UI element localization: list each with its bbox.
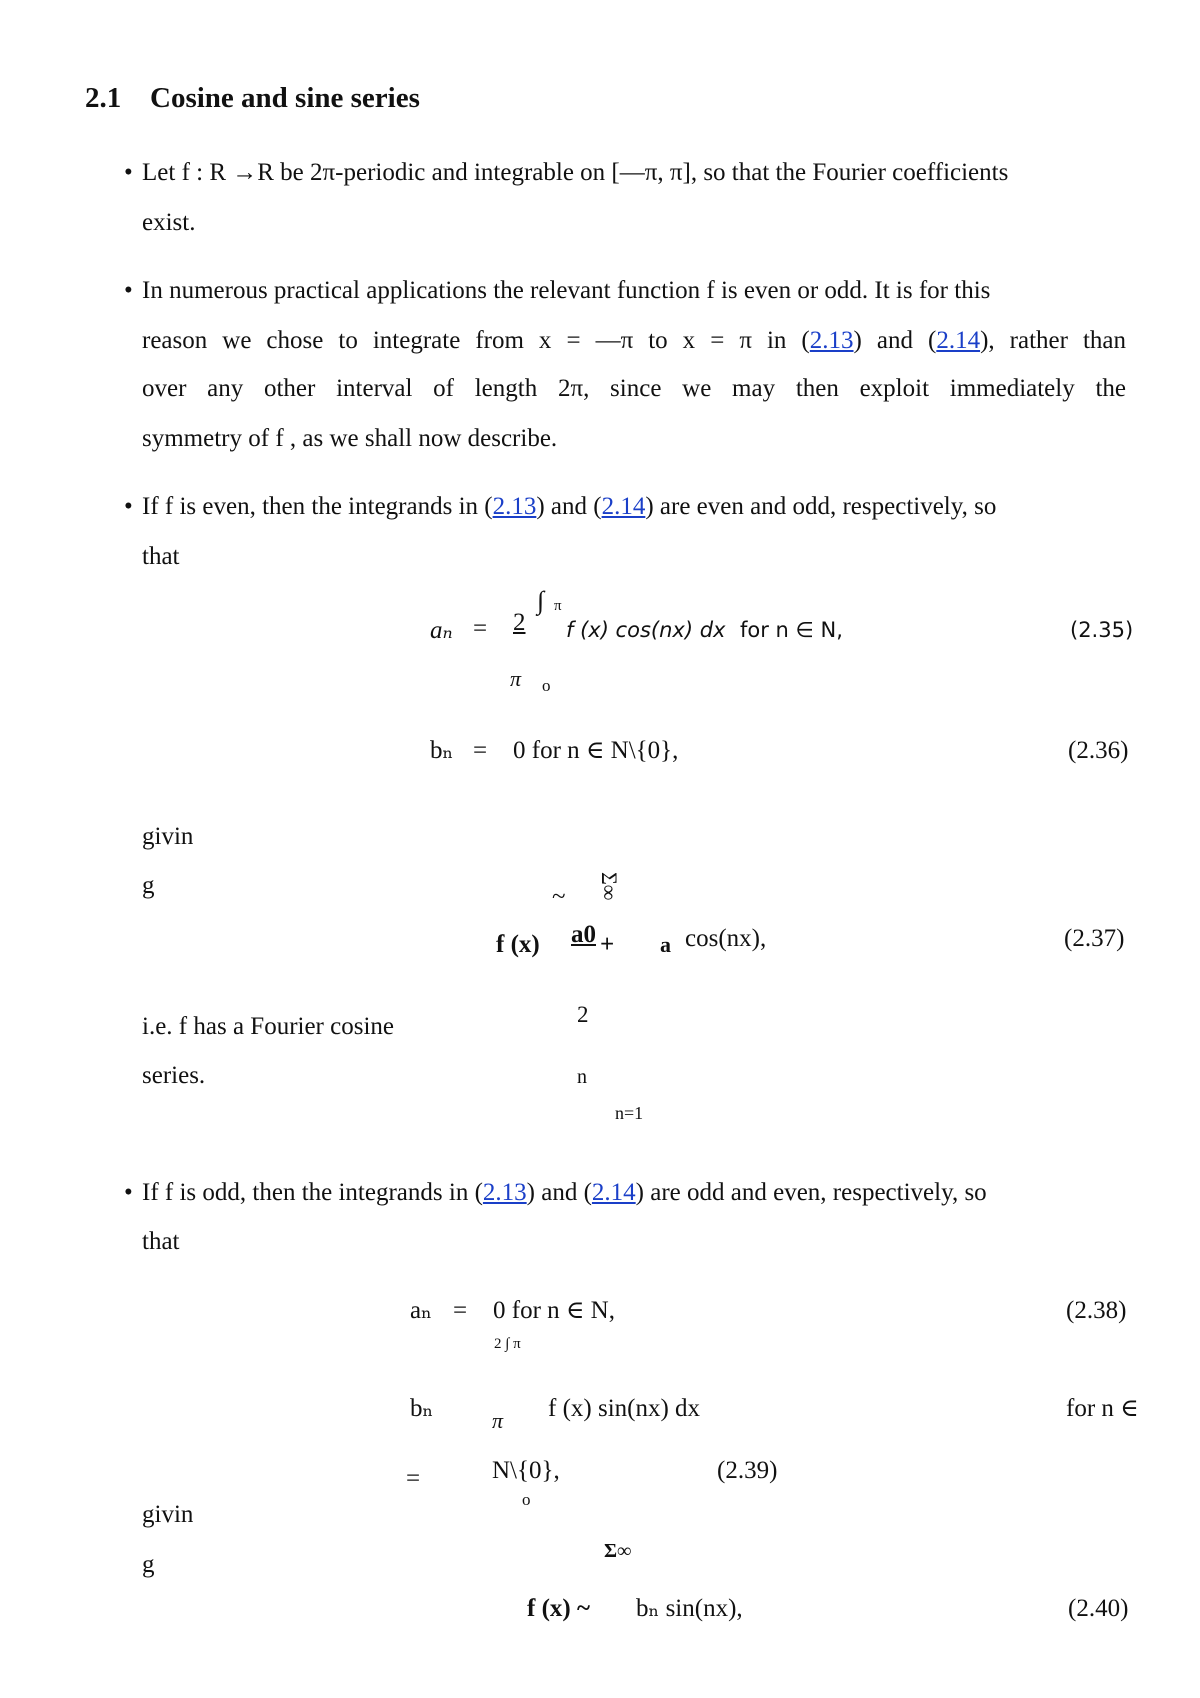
eq-2-37-sigma: Σ∞ — [597, 872, 622, 901]
eq-2-36-lhs: bₙ — [430, 737, 454, 764]
eq-2-38-equals: = — [453, 1297, 468, 1324]
eq-2-39-condition: for n ∈ — [1066, 1395, 1139, 1422]
ref-2-14-link[interactable]: 2.14 — [936, 327, 981, 354]
eq-2-35-number: (2.35) — [1070, 618, 1134, 642]
eq-2-39-condition-cont: N\{0}, — [492, 1457, 560, 1484]
eq-2-37-lhs: f (x) — [496, 931, 540, 958]
bullet-4-line-2: that — [142, 1228, 180, 1255]
bullet-4-line-1: • If f is odd, then the integrands in (2.13) and (2.14) are odd and even, respectively, so — [142, 1180, 987, 1205]
eq-2-36-body: 0 for n ∈ N\{0}, — [513, 737, 679, 764]
ref-2-13-link[interactable]: 2.13 — [482, 1179, 527, 1206]
giving-text-2b: g — [142, 1551, 155, 1578]
ref-2-13-link[interactable]: 2.13 — [492, 493, 537, 520]
eq-2-40-sigma: Σ∞ — [604, 1540, 632, 1562]
bullet-3-line-1: • If f is even, then the integrands in (2.13) and (2.14) are even and odd, respectively, so — [142, 494, 996, 519]
eq-2-35-equals: = — [473, 615, 488, 642]
bullet-2-line-3: over any other interval of length 2π, since we may then exploit immediately the — [142, 375, 1126, 402]
eq-2-36-equals: = — [473, 737, 488, 764]
eq-2-35-condition: for n ∈ N, — [740, 618, 843, 642]
eq-2-35-lhs: aₙ — [430, 617, 453, 644]
eq-2-37-tilde: ~ — [552, 883, 566, 910]
eq-2-38-lhs: aₙ — [410, 1297, 432, 1324]
eq-2-37-body: cos(nx), — [685, 925, 767, 952]
eq-2-35-integrand: f (x) cos(nx) dx — [566, 618, 726, 642]
eq-2-35-integral: ∫ — [537, 586, 545, 615]
bullet-2-line-1: • In numerous practical applications the relevant function f is even or odd. It is for this — [142, 278, 990, 303]
eq-2-35-fraction-numerator: 2 — [513, 609, 526, 636]
eq-2-39-pi: π — [492, 1408, 504, 1433]
ref-2-13-link[interactable]: 2.13 — [809, 327, 854, 354]
eq-2-39-lhs: bₙ — [410, 1395, 434, 1422]
giving-text-1b: g — [142, 872, 155, 899]
eq-2-37-subscript-n: n — [577, 1066, 587, 1088]
eq-2-40-lhs: f (x) ~ — [527, 1595, 590, 1622]
section-number: 2.1 — [85, 82, 122, 114]
eq-2-39-integrand: f (x) sin(nx) dx — [548, 1395, 701, 1422]
eq-2-39-number: (2.39) — [717, 1457, 778, 1484]
bullet-3-line-2: that — [142, 543, 180, 570]
eq-2-38-number: (2.38) — [1066, 1297, 1127, 1324]
giving-text-1a: givin — [142, 823, 194, 850]
eq-2-39-fraction-and-integral: 2 ∫ π — [494, 1336, 521, 1352]
ref-2-14-link[interactable]: 2.14 — [591, 1179, 636, 1206]
section-title: Cosine and sine series — [150, 82, 420, 114]
bullet-1-line-1: • Let f : R →R be 2π-periodic and integrable on [—π, π], so that the Fourier coefficients — [142, 160, 1008, 185]
eq-2-36-number: (2.36) — [1068, 737, 1129, 764]
giving-text-2a: givin — [142, 1501, 194, 1528]
eq-2-35-upper-limit: π — [554, 598, 562, 614]
eq-2-37-plus: + — [600, 931, 615, 958]
bullet-1-line-2: exist. — [142, 209, 196, 236]
eq-2-39-equals: = — [406, 1465, 421, 1492]
eq-2-37-denominator: 2 — [577, 1002, 589, 1027]
eq-2-39-lower-limit: o — [522, 1490, 531, 1509]
eq-2-40-number: (2.40) — [1068, 1595, 1129, 1622]
eq-2-40-body: bₙ sin(nx), — [636, 1595, 743, 1622]
ie-line-1: i.e. f has a Fourier cosine — [142, 1013, 395, 1040]
eq-2-35-lower-limit: o — [542, 676, 551, 695]
eq-2-37-a0: a0 — [571, 921, 596, 948]
eq-2-35-fraction-denominator: π — [510, 666, 522, 691]
eq-2-37-number: (2.37) — [1064, 925, 1125, 952]
eq-2-37-index: n=1 — [615, 1103, 644, 1123]
ref-2-14-link[interactable]: 2.14 — [601, 493, 646, 520]
eq-2-38-body: 0 for n ∈ N, — [493, 1297, 615, 1324]
bullet-2-line-4: symmetry of f , as we shall now describe. — [142, 425, 558, 452]
eq-2-37-a: a — [660, 932, 671, 957]
ie-line-2: series. — [142, 1062, 206, 1089]
bullet-2-line-2: reason we chose to integrate from x = —π to x = π in (2.13) and (2.14), rather than — [142, 327, 1127, 354]
